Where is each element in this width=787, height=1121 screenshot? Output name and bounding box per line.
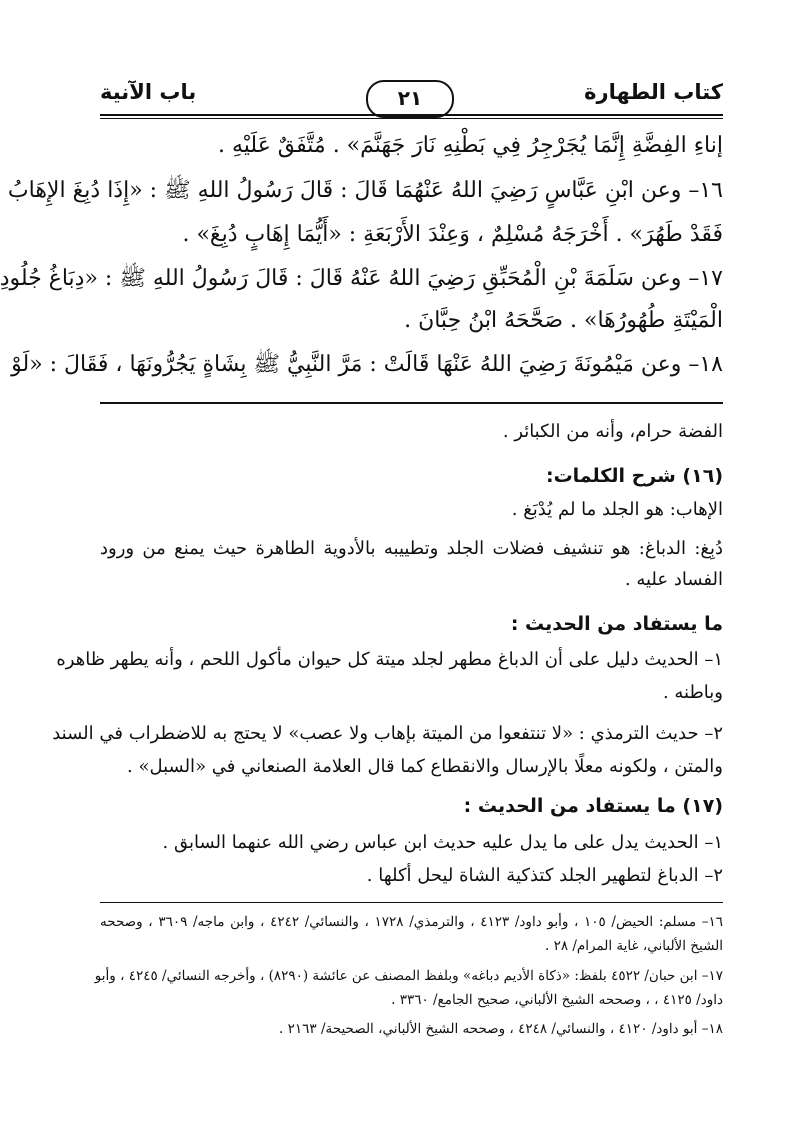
definition-ihab: الإهاب: هو الجلد ما لم يُدْبَغ .	[511, 499, 723, 520]
page-number: ٢١	[366, 80, 454, 118]
hadith-line: ١٧– وعن سَلَمَةَ بْنِ الْمُحَبِّقِ رَضِيَ اللهُ عَنْهُ قَالَ : قَالَ رَسُولُ اللهِ ﷺ : «دِبَاغُ جُلُودِ	[0, 266, 723, 291]
section-heading: (١٦) شرح الكلمات:	[545, 465, 723, 487]
section-heading: (١٧) ما يستفاد من الحديث :	[463, 795, 723, 817]
definition-dubigh-cont: الفساد عليه .	[624, 569, 723, 590]
benefit-item-cont: والمتن ، ولكونه معلًا بالإرسال والانقطاع كما قال العلامة الصنعاني في «السبل» .	[127, 756, 723, 777]
definition-dubigh: دُبِغ: الدباغ: هو تنشيف فضلات الجلد وتطييبه بالأدوية الطاهرة حيث يمنع من ورود	[100, 538, 723, 559]
benefit-item: ٢– الدباغ لتطهير الجلد كتذكية الشاة ليحل أكلها .	[366, 865, 723, 886]
benefit-item: ٢– حديث الترمذي : «لا تنتفعوا من الميتة بإهاب ولا عصب» لا يحتج به للاضطراب في السند	[52, 723, 723, 744]
hadith-line: الْمَيْتَةِ طُهُورُهَا» . صَحَّحَهُ ابْنُ حِبَّانَ .	[404, 308, 723, 333]
header-rule	[100, 114, 723, 116]
footnote-line: ١٦– مسلم: الحيض/ ١٠٥ ، وأبو داود/ ٤١٢٣ ، والترمذي/ ١٧٢٨ ، والنسائي/ ٤٢٤٢ ، وابن ماجه/ ٣٦٠٩ ، وصححه	[100, 914, 724, 930]
footnote-line: ١٨– أبو داود/ ٤١٢٠ ، والنسائي/ ٤٢٤٨ ، وصححه الشيخ الألباني، الصحيحة/ ٢١٦٣ .	[279, 1021, 723, 1037]
book-title: كتاب الطهارة	[584, 80, 723, 104]
footnote-line: ١٧– ابن حبان/ ٤٥٢٢ بلفظ: «ذكاة الأديم دباغه» وبلفظ المصنف عن عائشة (٨٢٩٠) ، وأخرجه النسائي/ ٤٢٤٥ ، وأبو	[94, 968, 723, 984]
hadith-line: فَقَدْ طَهُرَ» . أَخْرَجَهُ مُسْلِمٌ ، وَعِنْدَ الأَرْبَعَةِ : «أَيُّمَا إِهَابٍ دُبِغَ» .	[182, 222, 723, 247]
hadith-line: إناءِ الفِضَّةِ إِنَّمَا يُجَرْجِرُ فِي بَطْنِهِ نَارَ جَهَنَّمَ» . مُتَّفَقٌ عَلَيْهِ .	[217, 133, 723, 158]
chapter-title: باب الآنية	[100, 80, 197, 104]
hadith-line: ١٦– وعن ابْنِ عَبَّاسٍ رَضِيَ اللهُ عَنْهُمَا قَالَ : قَالَ رَسُولُ اللهِ ﷺ : «إِذَا دُبِغَ الإِهَابُ	[7, 178, 723, 203]
footnote-line: الشيخ الألباني، غاية المرام/ ٢٨ .	[544, 938, 723, 954]
benefit-item: ١– الحديث دليل على أن الدباغ مطهر لجلد ميتة كل حيوان مأكول اللحم ، وأنه يطهر ظاهره	[56, 649, 723, 670]
footnote-line: داود/ ٤١٢٥ ، ، وصححه الشيخ الألباني، صحيح الجامع/ ٣٣٦٠ .	[391, 992, 723, 1008]
benefits-heading: ما يستفاد من الحديث :	[510, 613, 723, 635]
hadith-line: ١٨– وعن مَيْمُونَةَ رَضِيَ اللهُ عَنْهَا قَالَتْ : مَرَّ النَّبِيُّ ﷺ بِشَاةٍ يَجُرُّونَهَا ، فَقَالَ : «لَوْ	[11, 352, 723, 377]
benefit-item-cont: وباطنه .	[662, 682, 723, 703]
header-rule-thin	[100, 118, 723, 119]
section-separator	[100, 402, 723, 404]
footnote-separator	[100, 902, 723, 903]
commentary-line: الفضة حرام، وأنه من الكبائر .	[502, 421, 723, 442]
benefit-item: ١– الحديث يدل على ما يدل عليه حديث ابن عباس رضي الله عنهما السابق .	[162, 832, 723, 853]
